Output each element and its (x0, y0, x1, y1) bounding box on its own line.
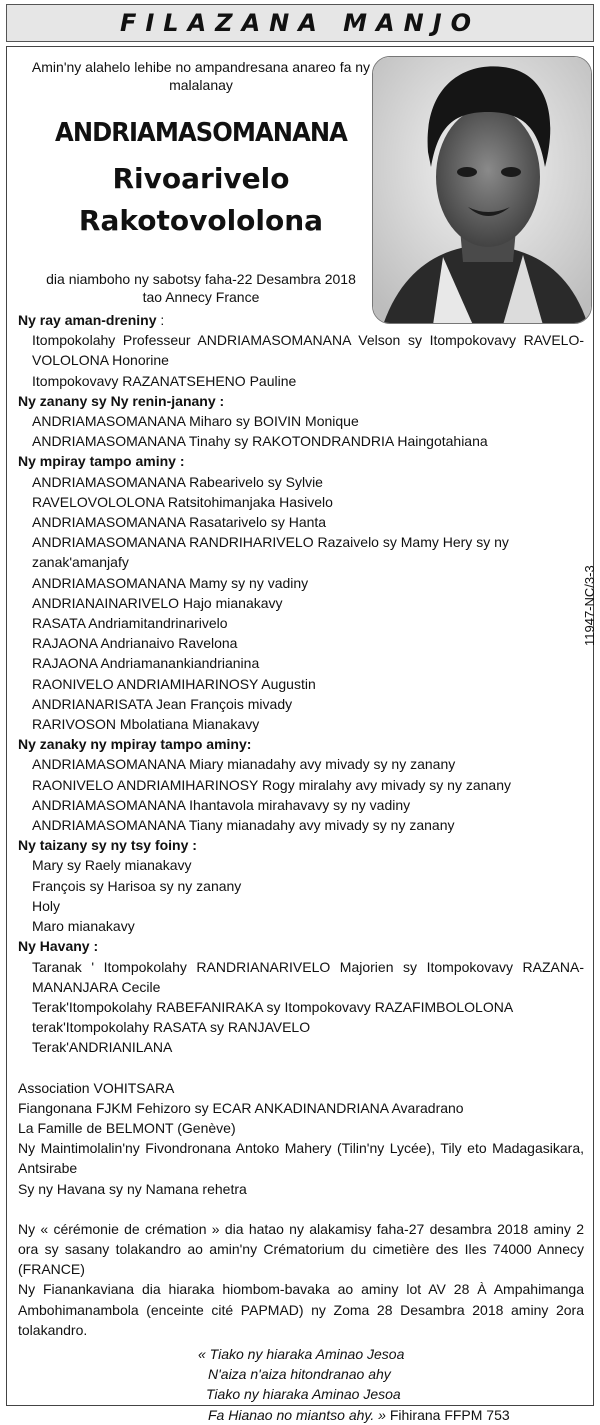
list-item: ANDRIAMASOMANANA Miharo sy BOIVIN Monique (32, 413, 359, 430)
list-item: terak'Itompokolahy RASATA sy RANJAVELO (32, 1019, 311, 1036)
association-line: Association VOHITSARA (18, 1079, 175, 1096)
section-children (18, 391, 584, 452)
verse-line: N'aiza n'aiza hitondranao ahy (208, 1366, 391, 1383)
death-date: dia niamboho ny sabotsy faha-22 Desambra 2018 (46, 271, 356, 287)
section-nephews (18, 734, 584, 835)
list-item: ANDRIANARISATA Jean François mivady (32, 695, 293, 712)
deceased-third-name: Rakotovololona (78, 204, 324, 237)
list-item: RAJAONA Andrianaivo Ravelona (32, 635, 238, 652)
list-item: Terak'ANDRIANILANA (32, 1039, 173, 1056)
section-title: Ny Havany : (18, 938, 99, 955)
deceased-surname: ANDRIAMASOMANANA (55, 118, 347, 148)
section-relatives (18, 936, 584, 1057)
list-item: François sy Harisoa sy ny zanany (32, 877, 242, 894)
section-title: Ny ray aman-dreniny : (18, 312, 165, 328)
section-title: Ny zanany sy Ny renin-janany : (18, 392, 225, 409)
list-item: RAONIVELO ANDRIAMIHARINOSY Rogy miralahy avy mivady sy ny zanany (32, 776, 512, 793)
section-title: Ny mpiray tampo aminy : (18, 453, 185, 470)
verse-source: Fihirana FFPM 753 (389, 1406, 510, 1423)
header-title: FILAZANA MANJO (119, 9, 481, 37)
list-item: ANDRIAMASOMANANA Ihantavola mirahavavy sy ny vadiny (32, 796, 411, 813)
page-header (6, 4, 594, 42)
list-item: ANDRIAMASOMANANA Rasatarivelo sy Hanta (32, 514, 327, 531)
section-parents (18, 310, 584, 391)
notice-body (18, 310, 584, 1425)
list-item: ANDRIAMASOMANANA Rabearivelo sy Sylvie (32, 473, 323, 490)
section-title: Ny taizany sy ny tsy foiny : (18, 837, 197, 854)
verse-line: Fa Hianao no miantso ahy. » (208, 1406, 386, 1423)
list-item: RASATA Andriamitandrinarivelo (32, 615, 228, 632)
list-item: Itompokovavy RAZANATSEHENO Pauline (32, 372, 297, 389)
list-item: Terak'Itompokolahy RABEFANIRAKA sy Itompokovavy RAZAFIMBOLOLONA (32, 998, 514, 1015)
list-item: ANDRIANAINARIVELO Hajo mianakavy (32, 594, 283, 611)
death-info (18, 270, 384, 306)
list-item: Itompokolahy Professeur ANDRIAMASOMANANA Velson sy Itompokovavy RAVELO-VOLOLONA Honorine (32, 332, 584, 369)
closing-verse (18, 1344, 584, 1425)
list-item: Holy (32, 897, 61, 914)
announcements (18, 1219, 584, 1340)
list-item: Maro mianakavy (32, 918, 135, 935)
list-item: ANDRIAMASOMANANA Tiany mianadahy avy mivady sy ny zanany (32, 817, 455, 834)
reference-code: 11947-NC/3-3 (582, 565, 597, 646)
cremation-announcement: Ny « cérémonie de crémation » dia hatao ny alakamisy faha-27 desambra 2018 aminy 2 ora sy sasany tolakandro ao amin'ny Crématorium du cimetière des Iles 74000 Annecy (FRANCE) (18, 1220, 584, 1278)
list-item: RAJAONA Andriamanankiandrianina (32, 655, 260, 672)
list-item: Taranak ' Itompokolahy RANDRIANARIVELO Majorien sy Itompokovavy RAZANA-MANANJARA Cecile (32, 958, 584, 995)
list-item: ANDRIAMASOMANANA Tinahy sy RAKOTONDRANDRIA Haingotahiana (32, 433, 488, 450)
section-siblings (18, 451, 584, 734)
intro-text: Amin'ny alahelo lehibe no ampandresana anareo fa ny malalanay (31, 59, 371, 93)
list-item: ANDRIAMASOMANANA RANDRIHARIVELO Razaivelo sy Mamy Hery sy ny zanak'amanjafy (32, 534, 509, 571)
portrait-illustration (373, 57, 592, 324)
association-line: Sy ny Havana sy ny Namana rehetra (18, 1180, 247, 1197)
section-foster (18, 835, 584, 936)
association-line: La Famille de BELMONT (Genève) (18, 1119, 236, 1136)
list-item: RARIVOSON Mbolatiana Mianakavy (32, 716, 260, 733)
list-item: RAONIVELO ANDRIAMIHARINOSY Augustin (32, 675, 316, 692)
verse-line: « Tiako ny hiaraka Aminao Jesoa (198, 1345, 405, 1362)
section-title: Ny zanaky ny mpiray tampo aminy: (18, 736, 252, 753)
list-item: RAVELOVOLOLONA Ratsitohimanjaka Hasivelo (32, 493, 333, 510)
association-line: Ny Maintimolalin'ny Fivondronana Antoko Mahery (Tilin'ny Lycée), Tily eto Madagasikara, Antsirabe (18, 1140, 584, 1177)
list-item: ANDRIAMASOMANANA Miary mianadahy avy mivady sy ny zanany (32, 756, 456, 773)
association-line: Fiangonana FJKM Fehizoro sy ECAR ANKADINANDRIANA Avaradrano (18, 1099, 464, 1116)
deceased-given-name: Rivoarivelo (112, 162, 290, 195)
list-item: ANDRIAMASOMANANA Mamy sy ny vadiny (32, 574, 309, 591)
portrait-photo (372, 56, 592, 324)
verse-line: Tiako ny hiaraka Aminao Jesoa (206, 1386, 401, 1403)
associations (18, 1078, 584, 1199)
list-item: Mary sy Raely mianakavy (32, 857, 192, 874)
death-place: tao Annecy France (142, 289, 260, 305)
prayer-announcement: Ny Fianankaviana dia hiaraka hiombom-bavaka ao aminy lot AV 28 À Ampahimanga Ambohimanambola (enceinte cité PAPMAD) ny Zoma 28 Desambra 2018 aminy 2ora tolakandro. (18, 1281, 584, 1338)
